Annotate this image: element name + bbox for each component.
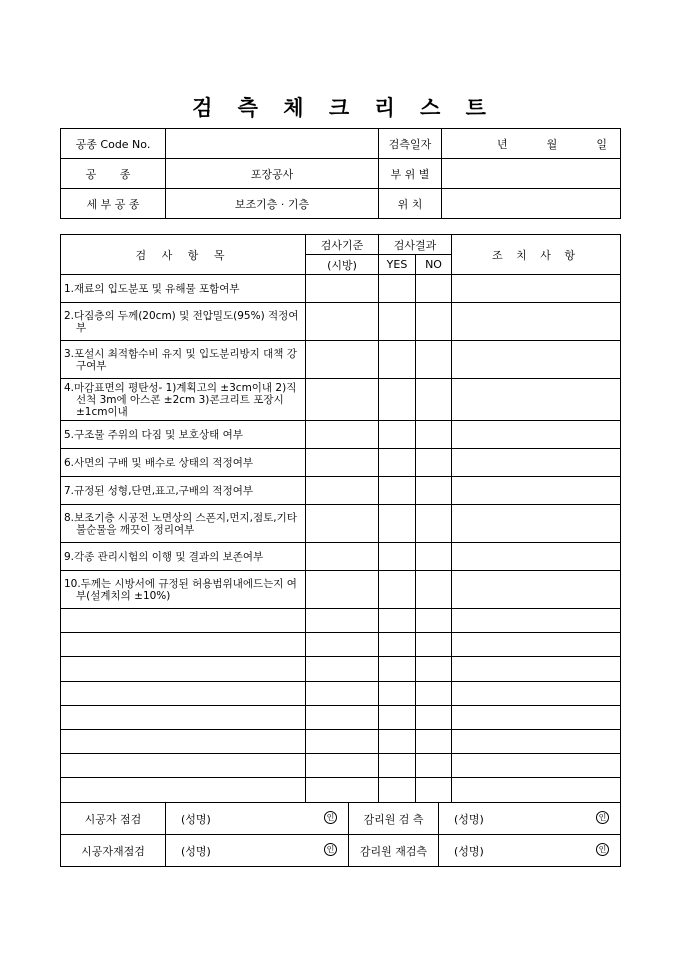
detail-label: 세 부 공 종 (61, 189, 166, 219)
no-cell[interactable] (416, 379, 452, 421)
seal-icon: 인 (596, 811, 609, 824)
check-item: 2.다짐층의 두께(20cm) 및 전압밀도(95%) 적정여부 (64, 309, 299, 334)
no-cell[interactable] (416, 633, 452, 657)
standard-cell[interactable] (306, 571, 379, 609)
action-cell[interactable] (452, 303, 621, 341)
check-item: 10.두께는 시방서에 규정된 허용범위내에드는지 여부(설계치의 ±10%) (64, 577, 297, 602)
no-cell[interactable] (416, 449, 452, 477)
date-month: 월 (546, 137, 558, 151)
no-cell[interactable] (416, 341, 452, 379)
check-item: 1.재료의 입도분포 및 유해물 포함여부 (64, 282, 240, 295)
yes-cell[interactable] (379, 609, 416, 633)
seal-icon: 인 (324, 843, 337, 856)
checklist-table (60, 234, 621, 803)
standard-cell[interactable] (306, 543, 379, 571)
table-row (61, 505, 621, 543)
standard-cell[interactable] (306, 633, 379, 657)
action-cell[interactable] (452, 609, 621, 633)
date-day: 일 (596, 137, 607, 151)
table-row (61, 571, 621, 609)
item-cell[interactable] (61, 778, 306, 802)
action-cell[interactable] (452, 705, 621, 729)
standard-cell[interactable] (306, 505, 379, 543)
supervisor-check-sign[interactable] (439, 803, 621, 835)
no-cell[interactable] (416, 571, 452, 609)
supervisor-recheck-sign[interactable] (439, 835, 621, 867)
blank-row (61, 778, 621, 802)
contractor-check-sign[interactable] (166, 803, 349, 835)
standard-cell[interactable] (306, 275, 379, 303)
no-cell[interactable] (416, 421, 452, 449)
table-row (61, 543, 621, 571)
blank-row (61, 681, 621, 705)
blank-row (61, 705, 621, 729)
action-cell[interactable] (452, 681, 621, 705)
work-code-value[interactable] (166, 129, 379, 159)
item-cell[interactable] (61, 705, 306, 729)
location-value[interactable] (442, 189, 621, 219)
no-cell[interactable] (416, 303, 452, 341)
header-standard: 검사기준 (306, 235, 379, 255)
inspection-date-value[interactable] (442, 129, 621, 159)
item-cell[interactable] (61, 754, 306, 778)
standard-cell[interactable] (306, 754, 379, 778)
blank-row (61, 657, 621, 681)
yes-cell[interactable] (379, 275, 416, 303)
table-row (61, 477, 621, 505)
no-cell[interactable] (416, 543, 452, 571)
yes-cell[interactable] (379, 505, 416, 543)
action-cell[interactable] (452, 754, 621, 778)
work-type-label: 공 종 (61, 159, 166, 189)
check-item: 9.각종 관리시험의 이행 및 결과의 보존여부 (64, 550, 264, 563)
item-cell[interactable] (61, 729, 306, 753)
no-cell[interactable] (416, 275, 452, 303)
item-cell[interactable] (61, 657, 306, 681)
yes-cell[interactable] (379, 705, 416, 729)
yes-cell[interactable] (379, 303, 416, 341)
sign-placeholder: (성명) (454, 844, 484, 858)
blank-row (61, 754, 621, 778)
no-cell[interactable] (416, 778, 452, 802)
standard-cell[interactable] (306, 657, 379, 681)
yes-cell[interactable] (379, 543, 416, 571)
sign-placeholder: (성명) (454, 812, 484, 826)
table-row (61, 449, 621, 477)
work-type-value[interactable]: 포장공사 (166, 159, 379, 189)
no-cell[interactable] (416, 705, 452, 729)
standard-cell[interactable] (306, 729, 379, 753)
part-value[interactable] (442, 159, 621, 189)
page-title: 검 측 체 크 리 스 트 (192, 95, 488, 120)
standard-cell[interactable] (306, 449, 379, 477)
table-row (61, 421, 621, 449)
action-cell[interactable] (452, 449, 621, 477)
action-cell[interactable] (452, 657, 621, 681)
action-cell[interactable] (452, 341, 621, 379)
table-row (61, 379, 621, 421)
item-cell[interactable] (61, 633, 306, 657)
check-item: 8.보조기층 시공전 노면상의 스폰지,먼지,점토,기타불순물을 깨끗이 정리여부 (64, 511, 297, 536)
standard-cell[interactable] (306, 477, 379, 505)
yes-cell[interactable] (379, 778, 416, 802)
header-yes: YES (379, 255, 416, 275)
part-label: 부 위 별 (379, 159, 442, 189)
check-item: 3.포설시 최적함수비 유지 및 입도분리방지 대책 강구여부 (64, 347, 297, 372)
sign-placeholder: (성명) (181, 844, 211, 858)
yes-cell[interactable] (379, 341, 416, 379)
yes-cell[interactable] (379, 379, 416, 421)
standard-cell[interactable] (306, 778, 379, 802)
check-item: 7.규정된 성형,단면,표고,구배의 적정여부 (64, 484, 253, 497)
action-cell[interactable] (452, 421, 621, 449)
yes-cell[interactable] (379, 754, 416, 778)
standard-cell[interactable] (306, 341, 379, 379)
action-cell[interactable] (452, 379, 621, 421)
seal-icon: 인 (324, 811, 337, 824)
no-cell[interactable] (416, 609, 452, 633)
no-cell[interactable] (416, 681, 452, 705)
standard-cell[interactable] (306, 421, 379, 449)
seal-icon: 인 (596, 843, 609, 856)
yes-cell[interactable] (379, 633, 416, 657)
yes-cell[interactable] (379, 421, 416, 449)
standard-cell[interactable] (306, 705, 379, 729)
no-cell[interactable] (416, 729, 452, 753)
blank-row (61, 633, 621, 657)
supervisor-recheck-label: 감리원 재검측 (349, 835, 439, 867)
location-label: 위 치 (379, 189, 442, 219)
action-cell[interactable] (452, 778, 621, 802)
no-cell[interactable] (416, 477, 452, 505)
blank-row (61, 729, 621, 753)
header-item: 검 사 항 목 (61, 235, 306, 275)
action-cell[interactable] (452, 505, 621, 543)
yes-cell[interactable] (379, 477, 416, 505)
check-item: 6.사면의 구배 및 배수로 상태의 적정여부 (64, 456, 253, 469)
no-cell[interactable] (416, 505, 452, 543)
no-cell[interactable] (416, 754, 452, 778)
inspection-date-label: 검측일자 (379, 129, 442, 159)
contractor-recheck-label: 시공자재점검 (61, 835, 166, 867)
table-row (61, 275, 621, 303)
standard-cell[interactable] (306, 609, 379, 633)
item-cell[interactable] (61, 681, 306, 705)
contractor-recheck-sign[interactable] (166, 835, 349, 867)
header-standard-sub: (시방) (306, 255, 379, 275)
contractor-check-label: 시공자 점검 (61, 803, 166, 835)
action-cell[interactable] (452, 633, 621, 657)
yes-cell[interactable] (379, 657, 416, 681)
supervisor-check-label: 감리원 검 측 (349, 803, 439, 835)
info-table (60, 128, 621, 219)
action-cell[interactable] (452, 571, 621, 609)
date-year: 년 (497, 137, 508, 151)
yes-cell[interactable] (379, 729, 416, 753)
standard-cell[interactable] (306, 303, 379, 341)
action-cell[interactable] (452, 543, 621, 571)
yes-cell[interactable] (379, 571, 416, 609)
work-code-label: 공종 Code No. (61, 129, 166, 159)
action-cell[interactable] (452, 275, 621, 303)
header-action: 조 치 사 항 (452, 235, 621, 275)
action-cell[interactable] (452, 729, 621, 753)
check-item: 5.구조물 주위의 다짐 및 보호상태 여부 (64, 428, 243, 441)
no-cell[interactable] (416, 657, 452, 681)
item-cell[interactable] (61, 609, 306, 633)
table-row (61, 341, 621, 379)
table-row (61, 303, 621, 341)
yes-cell[interactable] (379, 681, 416, 705)
signature-table (60, 802, 621, 867)
standard-cell[interactable] (306, 681, 379, 705)
detail-value[interactable]: 보조기층 · 기층 (166, 189, 379, 219)
standard-cell[interactable] (306, 379, 379, 421)
header-result: 검사결과 (379, 235, 452, 255)
sign-placeholder: (성명) (181, 812, 211, 826)
header-no: NO (416, 255, 452, 275)
action-cell[interactable] (452, 477, 621, 505)
check-item: 4.마감표면의 평탄성- 1)계획고의 ±3cm이내 2)직선척 3m에 아스콘 ±2cm 3)콘크리트 포장시 ±1cm이내 (64, 381, 297, 418)
blank-row (61, 609, 621, 633)
yes-cell[interactable] (379, 449, 416, 477)
